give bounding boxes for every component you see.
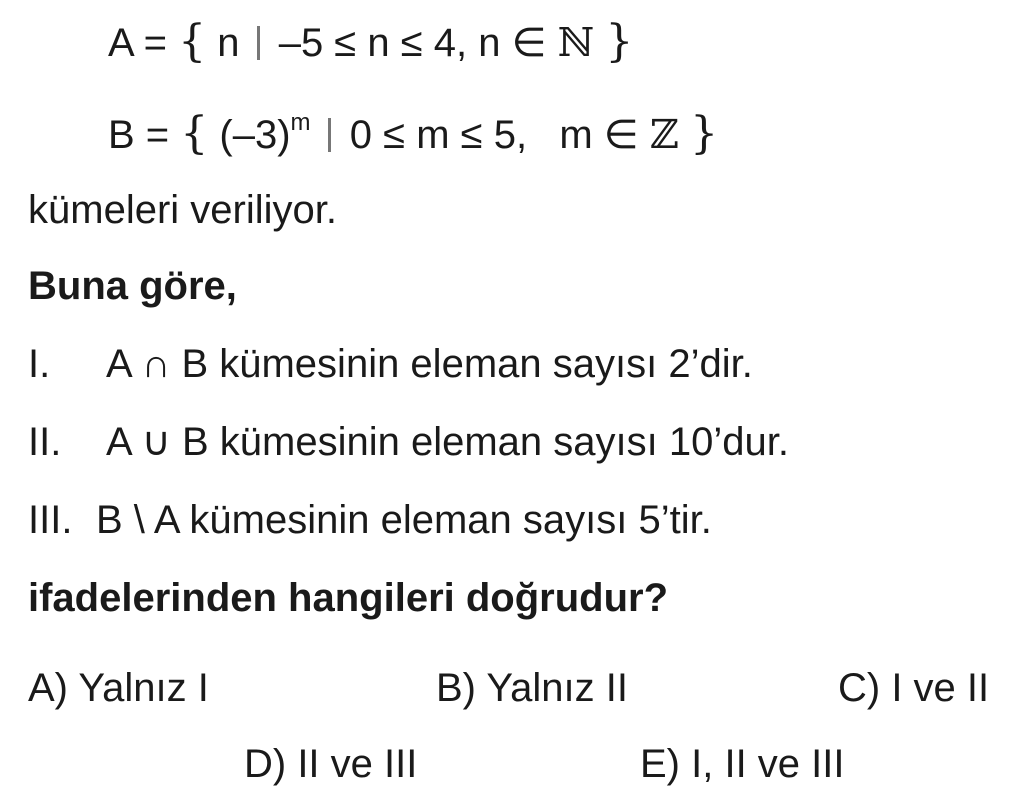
lead-text: Buna göre, — [28, 264, 237, 308]
set-b-universe: ℤ — [649, 112, 679, 158]
statement-3-number: III. — [28, 498, 73, 542]
set-b-open-brace: { — [180, 108, 209, 159]
statement-3-text: B \ A kümesinin eleman sayısı 5’tir. — [96, 498, 712, 542]
statement-1-text: A ∩ B kümesinin eleman sayısı 2’dir. — [106, 342, 753, 386]
intro-text: kümeleri veriliyor. — [28, 188, 337, 232]
statement-1-number: I. — [28, 342, 51, 386]
set-a-definition — [108, 16, 634, 67]
set-b-definition — [108, 108, 719, 159]
statement-2-number: II. — [28, 420, 62, 464]
set-a-variable: n — [217, 21, 240, 65]
set-b-membership: m ∈ — [559, 113, 639, 157]
set-a-condition: –5 ≤ n ≤ 4, — [278, 21, 468, 65]
statement-2-text: A ∪ B kümesinin eleman sayısı 10’dur. — [106, 420, 789, 464]
set-b-element — [219, 109, 311, 157]
option-e[interactable]: E) I, II ve III — [640, 742, 845, 786]
option-d[interactable]: D) II ve III — [244, 742, 418, 786]
set-b-condition: 0 ≤ m ≤ 5, — [349, 113, 528, 157]
set-b-lhs: B = — [108, 113, 170, 157]
option-c[interactable]: C) I ve II — [838, 666, 990, 710]
set-a-separator — [257, 26, 260, 60]
set-a-membership: n ∈ — [478, 21, 547, 65]
set-a-universe: ℕ — [557, 20, 595, 66]
statement-2 — [28, 422, 789, 462]
set-b-base: (–3) — [219, 113, 291, 157]
set-a-lhs: A = — [108, 21, 167, 65]
set-b-close-brace: } — [690, 108, 719, 159]
set-a-close-brace: } — [605, 16, 634, 67]
option-a[interactable]: A) Yalnız I — [28, 666, 209, 710]
question-text: ifadelerinden hangileri doğrudur? — [28, 576, 669, 620]
option-b[interactable]: B) Yalnız II — [436, 666, 628, 710]
set-b-separator — [328, 118, 331, 152]
statement-1 — [28, 344, 753, 384]
set-b-exponent: m — [290, 109, 311, 136]
set-a-open-brace: { — [178, 16, 207, 67]
statement-3 — [28, 500, 712, 540]
